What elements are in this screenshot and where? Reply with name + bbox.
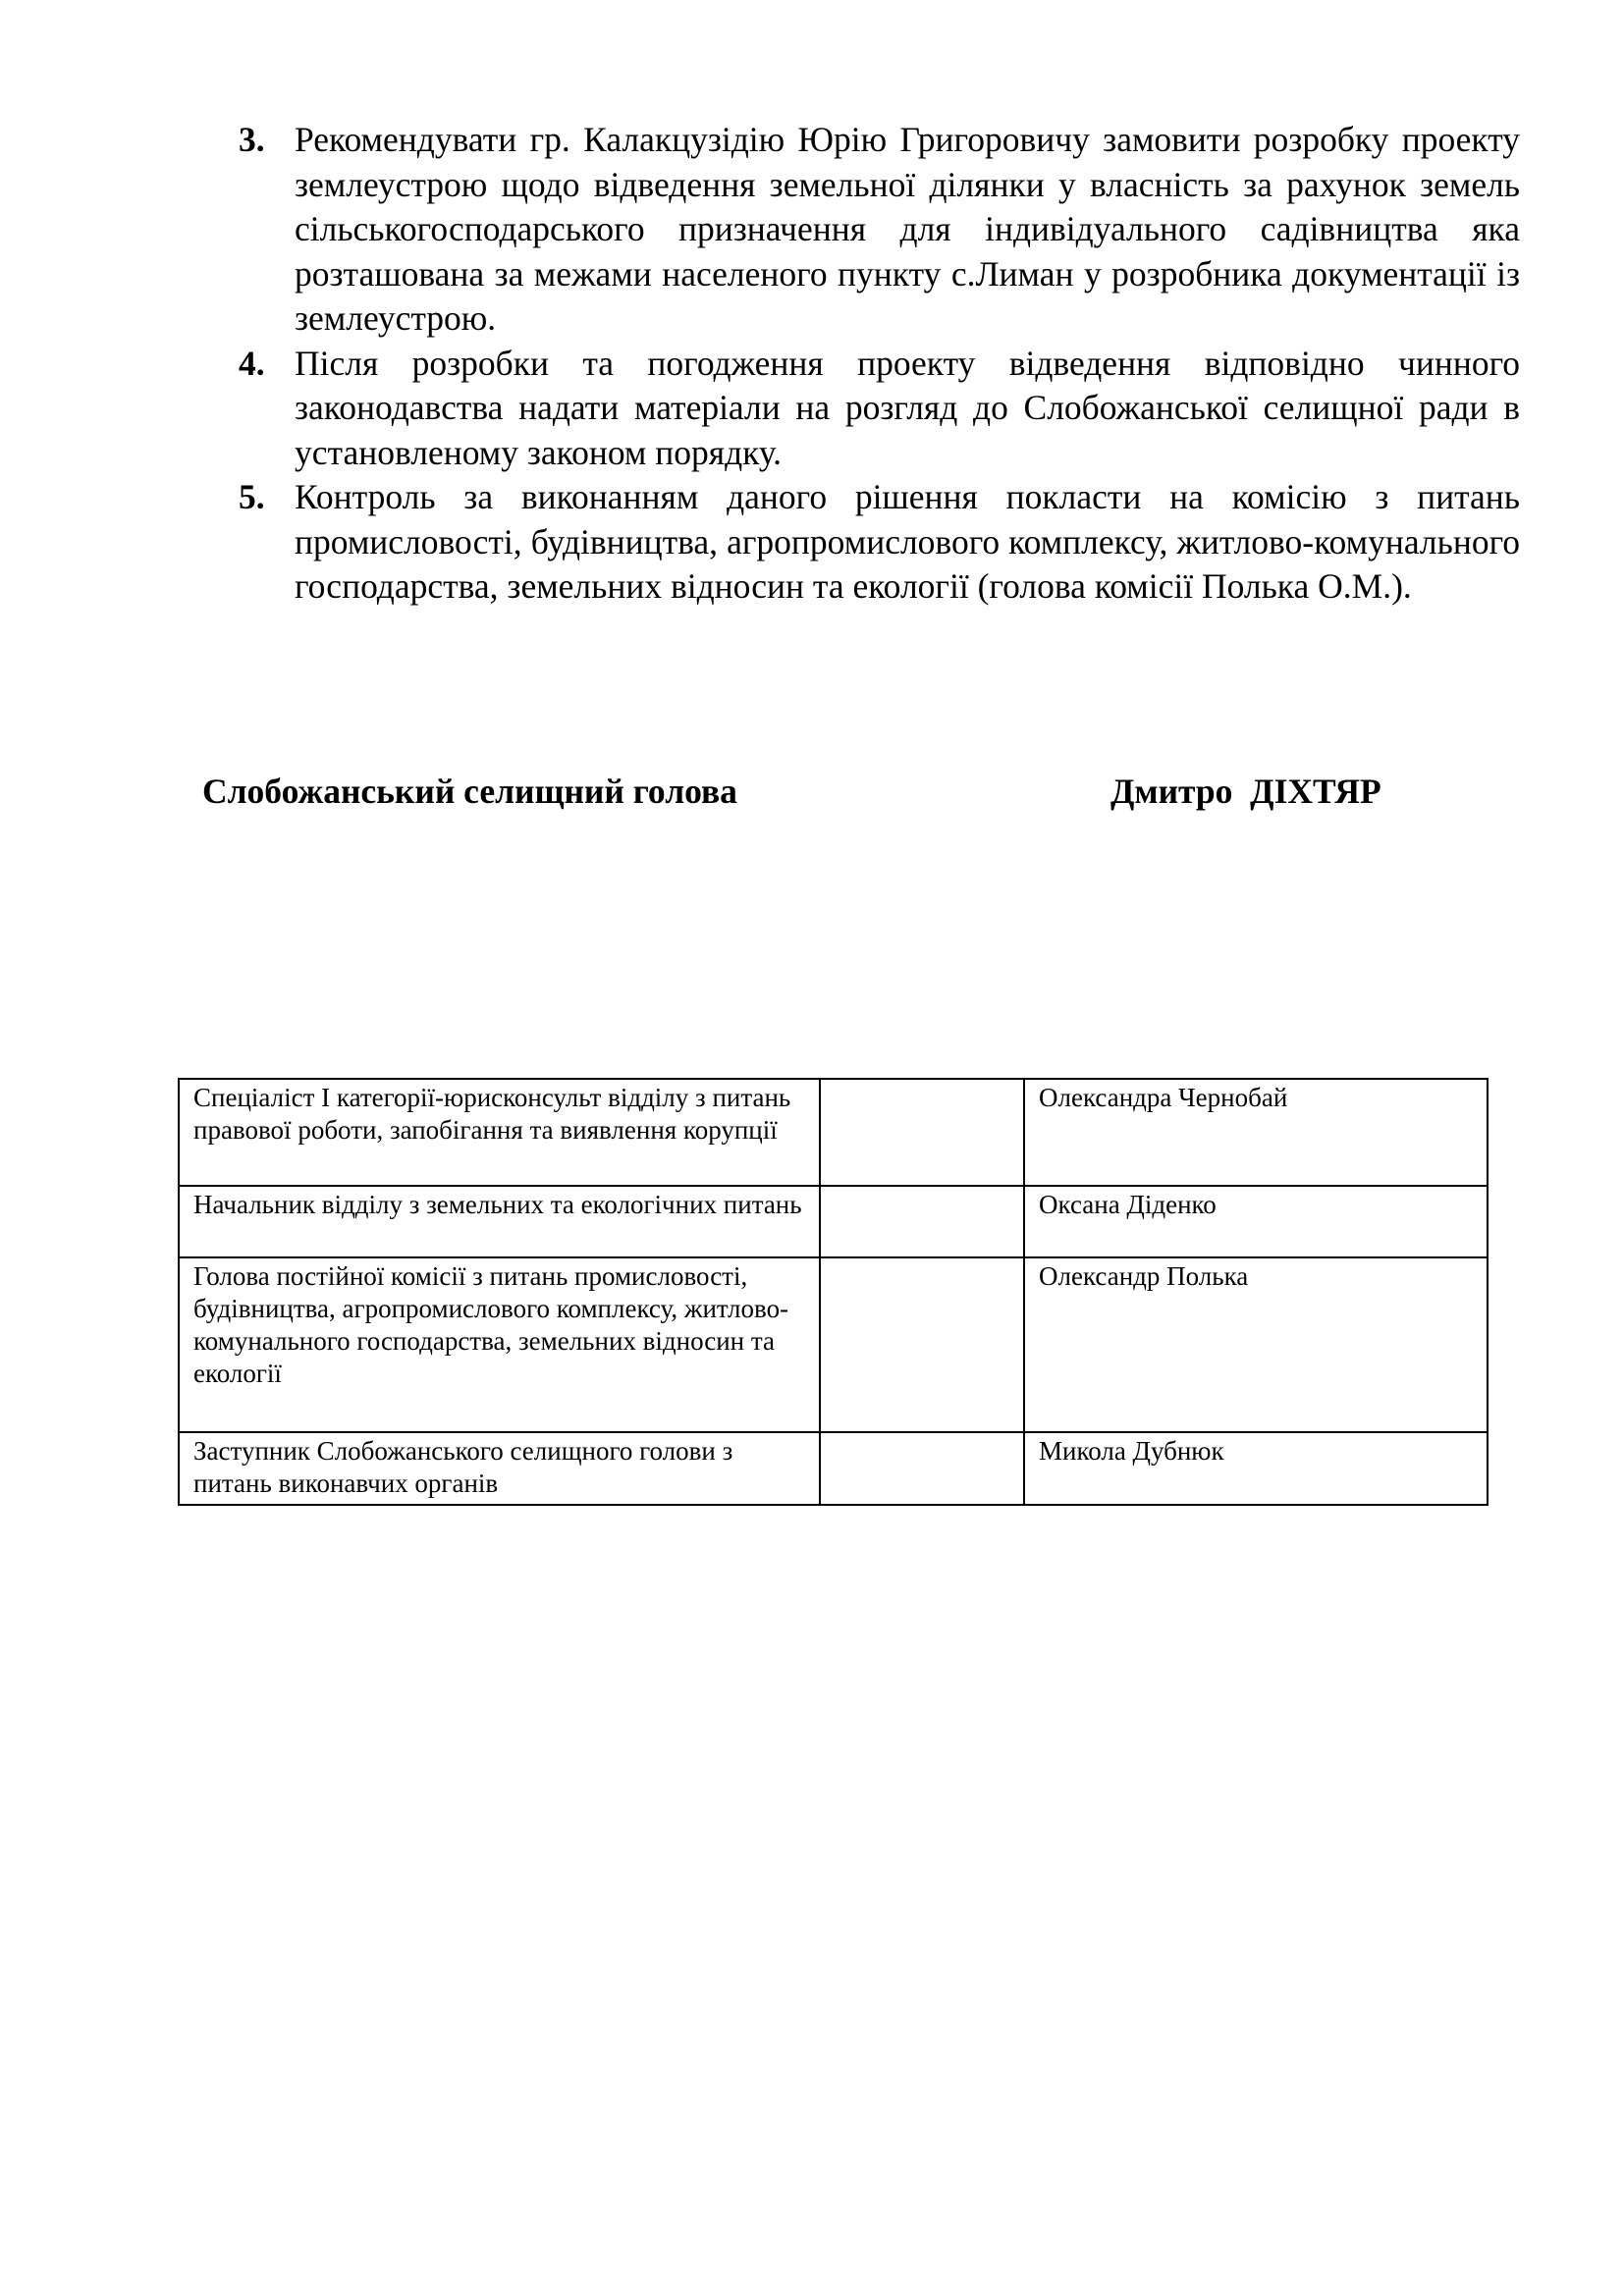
approver-position: Спеціаліст І категорії-юрисконсульт відділу з питань правової роботи, запобігання та виявлення корупції <box>179 1079 820 1186</box>
decision-items-list <box>239 118 1520 610</box>
item-text: Контроль за виконанням даного рішення покласти на комісію з питань промисловості, будівництва, агропромислового комплексу, житлово-комунального господарства, земельних відносин та екології (голова комісії Полька О.М.). <box>295 477 1520 606</box>
approver-signature-cell <box>820 1079 1024 1186</box>
table-row <box>179 1079 1488 1186</box>
approver-name: Олександр Полька <box>1024 1257 1488 1432</box>
approver-position: Заступник Слобожанського селищного голови з питань виконавчих органів <box>179 1432 820 1505</box>
approval-table <box>178 1078 1489 1506</box>
table-row <box>179 1257 1488 1432</box>
approver-signature-cell <box>820 1186 1024 1257</box>
item-number: 4. <box>239 343 265 383</box>
decision-item-3 <box>239 118 1520 342</box>
approver-position: Голова постійної комісії з питань промисловості, будівництва, агропромислового комплексу, житлово-комунального господарства, земельних відносин та екології <box>179 1257 820 1432</box>
signatory-name: Дмитро ДІХТЯР <box>1110 772 1381 811</box>
approver-name: Олександра Чернобай <box>1024 1079 1488 1186</box>
approver-signature-cell <box>820 1432 1024 1505</box>
approver-position: Начальник відділу з земельних та екологічних питань <box>179 1186 820 1257</box>
decision-item-5 <box>239 475 1520 610</box>
table-row <box>179 1432 1488 1505</box>
approver-signature-cell <box>820 1257 1024 1432</box>
signatory-title: Слобожанський селищний голова <box>202 772 737 811</box>
table-row <box>179 1186 1488 1257</box>
decision-item-4 <box>239 342 1520 476</box>
approver-name: Микола Дубнюк <box>1024 1432 1488 1505</box>
signature-block <box>202 768 1420 815</box>
item-text: Після розробки та погодження проекту відведення відповідно чинного законодавства надати матеріали на розгляд до Слобожанської селищної ради в установленому законом порядку. <box>295 343 1520 472</box>
item-number: 5. <box>239 477 265 516</box>
approver-name: Оксана Діденко <box>1024 1186 1488 1257</box>
item-text: Рекомендувати гр. Калакцузідію Юрію Григоровичу замовити розробку проекту землеустрою щодо відведення земельної ділянки у власність за рахунок земель сільськогосподарського призначення для індивідуального садівництва яка розташована за межами населеного пункту с.Лиман у розробника документації із землеустрою. <box>295 120 1520 338</box>
item-number: 3. <box>239 120 265 159</box>
